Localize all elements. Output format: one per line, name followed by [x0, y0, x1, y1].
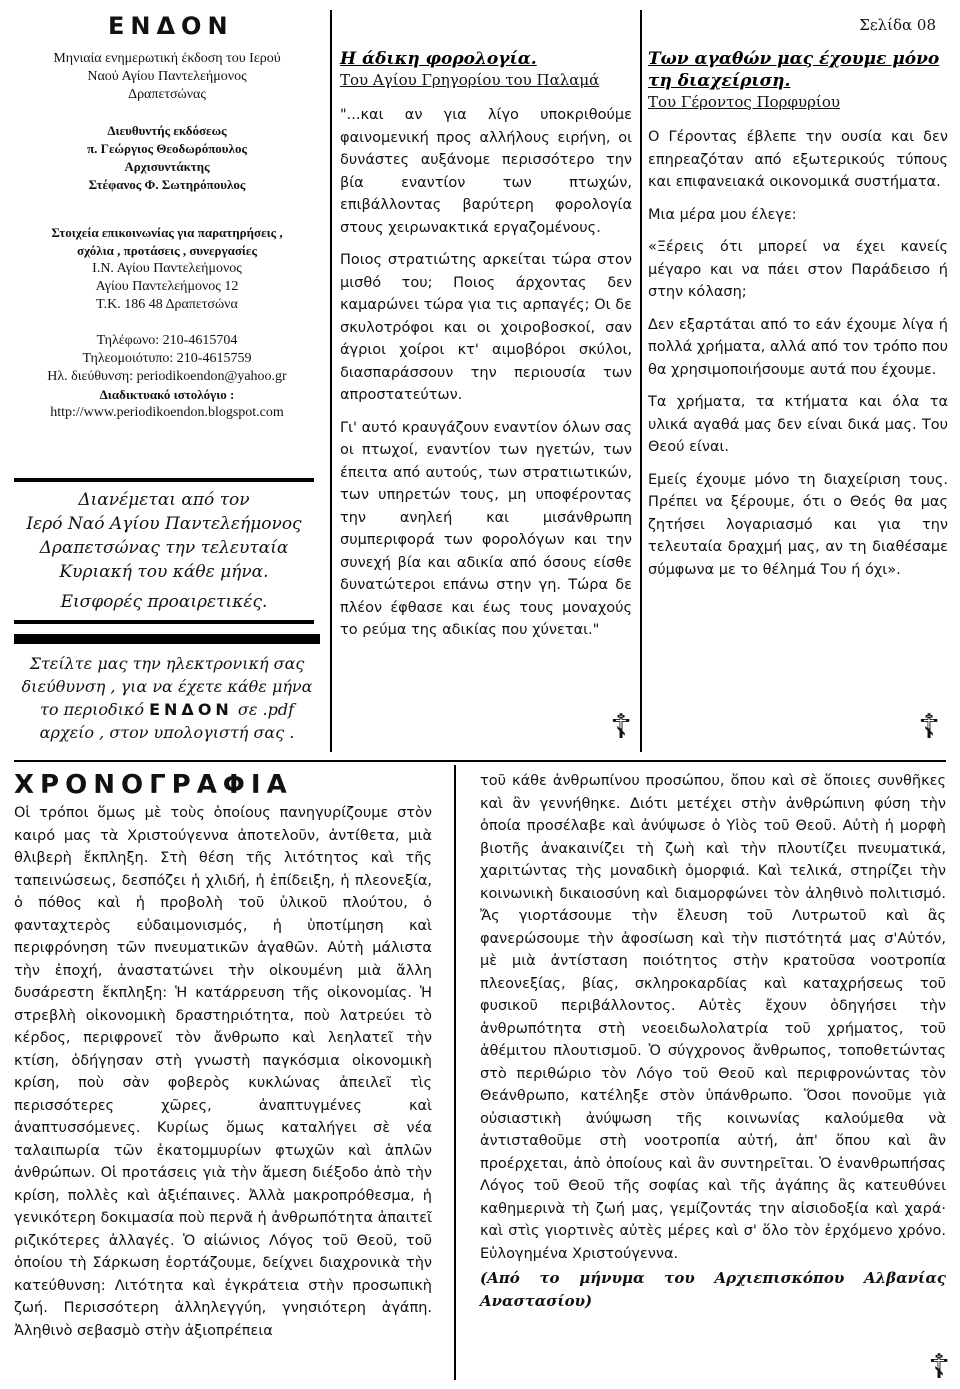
chief-name: Στέφανος Φ. Σωτηρόπουλος — [88, 177, 246, 192]
section-divider — [14, 760, 946, 762]
article-subtitle: Του Αγίου Γρηγορίου του Παλαμά — [340, 71, 600, 89]
chronography-source: (Από το μήνυμα του Αρχιεπισκόπου Αλβανίας Αναστασίου) — [480, 1269, 946, 1310]
article-paragraph-2: Ποιος στρατιώτης αρκείται τώρα στον μισθό του; Ποιος άρχοντας δεν καμαρώνει τώρα για τις αρπαγές; Οι δε σκυλοτρόφοι και οι χοιροβοσκοί, σαν άγριοι χοίροι κτ' αιμοβόροι σκύλοι, διασπαράσσουν την περιουσία των απροστατεύτων. — [340, 252, 632, 403]
article-paragraph-3: Γι' αυτό κραυγάζουν εναντίον όλων σας οι πτωχοί, εναντίον των ηγετών, των έπειτα από αυτούς, των στρατιωτικών, των υπηρετών τους, μη υποφέροντας την ανηλεή και μισάνθρωπη συμπεριφορά των φορολόγων και την συνεχή βία και αδικία από όσους είσθε δυνατώτεροι επάνω στην γη. Τώρα δε πλέον έφθασε και έως τους μοναχούς το ρεύμα της αδικίας που χύνεται." — [340, 419, 632, 638]
contact-heading-1: Στοιχεία επικοινωνίας για παρατηρήσεις , — [51, 225, 283, 240]
fax: Τηλεομοιότυπο: 210-4615759 — [82, 351, 252, 366]
chronography-left — [14, 802, 432, 1342]
article-paragraph-2: Μια μέρα μου έλεγε: — [648, 206, 797, 223]
chronography-right — [480, 770, 946, 1312]
blog-url[interactable]: http://www.periodikoendon.blogspot.com — [50, 405, 284, 420]
email-note-line-4: αρχείο , στον υπολογιστή σας . — [39, 723, 295, 742]
decorative-bar — [14, 634, 320, 644]
chief-label: Αρχισυντάκτης — [124, 159, 210, 174]
chronography-text-left: Οἱ τρόποι ὅμως μὲ τοὺς ὁποίους πανηγυρίζουμε στὸν καιρό μας τὰ Χριστούγεννα ἀποτελοῦν, ἀντίθετα, μιὰ θλιβερὴ ἔκπληξη. Στὴ θέση τῆς λιτότητος καὶ τῆς ταπεινώσεως, δεσπόζει ἡ χλιδή, ἡ ἐπίδειξη, ἡ πλεονεξία, ὁ πόθος καὶ ἡ προβολὴ τοῦ ὑλικοῦ πλούτου, ὁ φανταχτερὸς εὐδαιμονισμός, ἡ ὑποτίμηση καὶ περιφρόνηση τῶν πνευματικῶν ἀγαθῶν. Αὐτὴ μάλιστα τὴν ἐποχή, ἀναστατώνει τὴν οἰκουμένη μιὰ ἄλλη δυσάρεστη ἔκπληξη: Ἡ κατάρρευση τῆς οἰκονομίας. Ἡ στρεβλὴ οἰκονομικὴ δραστηριότητα, ποὺ λατρεύει τὸ κέρδος, περιφρονεῖ τὸν ἄνθρωπο καὶ λεηλατεῖ τὴν κτίση, ὁδήγησαν στὴ γνωστὴ παγκόσμια οἰκονομικὴ κρίση, ποὺ σὰν φοβερὸς κυκλώνας ἀπειλεῖ τὶς περισσότερες χῶρες, ἀναπτυγμένες καὶ ἀναπτυσσόμενες. Κυρίως ὅμως καταλήγει σὲ νέα ταλαιπωρία τῶν ἑκατομμυρίων φτωχῶν καὶ ἁπλῶν ἀνθρώπων. Οἱ προτάσεις γιὰ τὴν ἄμεση διέξοδο ἀπὸ τὴν κρίση, πολλὲς καὶ ἀξιέπαινες. Ἀλλὰ μακροπρόθεσμα, ἡ γενικότερη δοκιμασία ποὺ περνᾶ ἡ ἀνθρωπότητα ἀπαιτεῖ ριζικότερες ἀλλαγές. Ὁ αἰώνιος Λόγος τοῦ Θεοῦ, τοῦ ὁποίου τὴ Σάρκωση ἑορτάζουμε, δείχνει διαχρονικὰ τὴν κατεύθυνση: Λιτότητα καὶ ἐγκράτεια στὴν προσωπικὴ ζωή. Περισσότερη ἀλληλεγγύη, γνησιότερη ἀγάπη. Ἀληθινὸ σεβασμὸ στὴν ἀξιοπρέπεια — [14, 805, 432, 1339]
address-line-2: Αγίου Παντελεήμονος 12 — [95, 279, 239, 294]
email[interactable]: Ηλ. διεύθυνση: periodikoendon@yahoo.gr — [47, 369, 287, 384]
editor-name: π. Γεώργιος Θεοδωρόπουλος — [87, 141, 247, 156]
cross-icon: ☦ — [610, 707, 633, 747]
publication-line-1: Μηνιαία ενημερωτική έκδοση του Ιερού — [53, 51, 281, 66]
publication-line-2: Ναού Αγίου Παντελεήμονος — [87, 69, 247, 84]
article-unjust-taxation — [340, 48, 632, 652]
article-paragraph-4: Δεν εξαρτάται από το εάν έχουμε λίγα ή πολλά χρήματα, αλλά από τον τρόπο που θα χρησιμοποιήσουμε αυτά που έχουμε. — [648, 316, 948, 378]
publication-line-3: Δραπετσώνας — [128, 87, 206, 102]
contact-heading-2: σχόλια , προτάσεις , συνεργασίες — [77, 243, 257, 258]
email-note-line-3 — [14, 698, 320, 721]
address-line-1: Ι.Ν. Αγίου Παντελεήμονος — [92, 261, 242, 276]
article-subtitle: Του Γέροντος Πορφυρίου — [648, 93, 840, 111]
email-note-line-1: Στείλτε μας την ηλεκτρονική σας — [29, 654, 305, 673]
article-paragraph-1: "...και αν για λίγο υποκριθούμε φαινομενική προς αλλήλους ειρήνη, οι δυνάστες αυξάνομε περισσότερο την βία εναντίον των πτωχών, επιβάλλοντας βαρύτερη φορολογία στους χειρωνακτικά εργαζομένους. — [340, 107, 632, 236]
column-divider-right — [640, 10, 642, 752]
distribution-line-1: Διανέμεται από τον — [78, 490, 250, 510]
chronography-title: ΧΡΟΝΟΓΡΑΦΙΑ — [14, 770, 293, 800]
email-note-line-3-post: σε .pdf — [237, 700, 294, 719]
column-divider-bottom — [454, 765, 456, 1380]
chronography-text-right: τοῦ κάθε ἀνθρωπίνου προσώπου, ὅπου καὶ σὲ ὅποιες συνθῆκες καὶ ἂν γεννήθηκε. Διότι μετέχει στὴν ἀνθρώπινη φύση τὴν ὁποία προσέλαβε καὶ ἀνύψωσε ὁ Υἱὸς τοῦ Θεοῦ. Αὐτὴ ἡ μορφὴ βιοτῆς ἀνακαινίζει τὴ ζωὴ καὶ τὴν πλουτίζει πνευματικά, χαριτώντας τὴς μοναδικὴ ὁμορφιά. Καὶ τελικά, στηρίζει τὴν κοινωνικὴ δικαιοσύνη καὶ διαμορφώνει τὸν ἀληθινὸ πολιτισμό. Ἄς γιορτάσουμε τὴν ἔλευση τοῦ Λυτρωτοῦ καὶ ἂς φανερώσουμε τὴν ἀφοσίωση καὶ τὴν πιστότητά μας σ'Αὐτόν, μὲ μιὰ ἀντίσταση ποιότητος στὴν κρατοῦσα νοοτροπία πλεονεξίας, βίας, σκληροκαρδίας καὶ καταχρήσεως τοῦ φυσικοῦ περιβάλλοντος. Αὐτὲς ἔχουν ὁδηγήσει τὴν ἀνθρωπότητα στὴ νεοειδωλολατρία τοῦ χρήματος, τοῦ ἀθέμιτου πλουτισμοῦ. Ὁ σύγχρονος ἄνθρωπος, τοποθετώντας στὸ περιθώριο τὸν Λόγο τοῦ Θεοῦ καὶ περιφρονώντας τὸν Θεάνθρωπο, κατέληξε στὸν ὑπάνθρωπο. Ὅσοι πονοῦμε γιὰ οὐσιαστικὴ ἀνύψωση τῆς κοινωνίας καλούμεθα νὰ ἀντισταθοῦμε στὴ νοοτροπία αὐτή, ἀπ' ὅπου καὶ ἂν προέρχεται, ἀπὸ ὁποίους καὶ ἂν συντηρεῖται. Ὁ ἐνανθρωπήσας Λόγος τοῦ Θεοῦ τῆς σοφίας καὶ τῆς ἀγάπης ἂς κατευθύνει καθημερινὰ τὴ ζωή μας, γεμίζοντάς την αἰσιοδοξία καὶ χαρά· καὶ στὶς γιορτινὲς αὐτὲς μέρες καὶ σ' ὅλο τὸν ἐρχόμενο χρόνο. Εὐλογημένα Χριστούγεννα. — [480, 773, 946, 1262]
article-paragraph-6: Εμείς έχουμε μόνο τη διαχείριση τους. Πρέπει να ξέρουμε, ότι ο Θεός θα μας ζητήσει λογαριασμό και για την τελευταία δραχμή μας, αν τη διαθέσαμε σύμφωνα με το θέλημά Του ή όχι». — [648, 471, 948, 578]
email-note-brand: ΕΝΔΟΝ — [149, 700, 233, 719]
article-title: Των αγαθών μας έχουμε μόνο τη διαχείριση. — [648, 49, 940, 91]
page-number: Σελίδα 08 — [859, 16, 936, 34]
column-divider-left — [330, 10, 332, 752]
distribution-line-2: Ιερό Ναό Αγίου Παντελεήμονος — [26, 514, 302, 534]
distribution-box — [14, 478, 314, 624]
phone: Τηλέφωνο: 210-4615704 — [96, 333, 238, 348]
distribution-line-4: Κυριακή του κάθε μήνα. — [59, 562, 269, 582]
article-title: Η άδικη φορολογία. — [340, 49, 537, 69]
article-stewardship — [648, 48, 948, 591]
article-paragraph-5: Τα χρήματα, τα κτήματα και όλα τα υλικά αγαθά μας δεν είναι δικά μας. Του Θεού είναι. — [648, 394, 948, 455]
info-column — [14, 8, 320, 422]
email-note-line-3-pre: το περιοδικό — [40, 700, 145, 719]
article-paragraph-1: Ο Γέροντας έβλεπε την ουσία και δεν επηρεαζόταν από εξωτερικούς τύπους και επιφανειακά οικονομικά συστήματα. — [648, 129, 948, 190]
masthead: ΕΝΔΟΝ — [108, 12, 234, 40]
blog-label: Διαδικτυακό ιστολόγιο : — [99, 387, 235, 402]
cross-icon: ☦ — [928, 1347, 951, 1387]
distribution-line-3: Δραπετσώνας την τελευταία — [39, 538, 289, 558]
email-note — [14, 652, 320, 744]
address-line-3: Τ.Κ. 186 48 Δραπετσώνα — [96, 297, 238, 312]
editor-label: Διευθυντής εκδόσεως — [107, 123, 227, 138]
email-note-line-2: διεύθυνση , για να έχετε κάθε μήνα — [21, 677, 313, 696]
distribution-line-5: Εισφορές προαιρετικές. — [60, 592, 268, 612]
article-paragraph-3: «Ξέρεις ότι μπορεί να έχει κανείς μέγαρο και να πάει στον Παράδεισο ή στην κόλαση; — [648, 239, 948, 300]
cross-icon: ☦ — [918, 707, 941, 747]
